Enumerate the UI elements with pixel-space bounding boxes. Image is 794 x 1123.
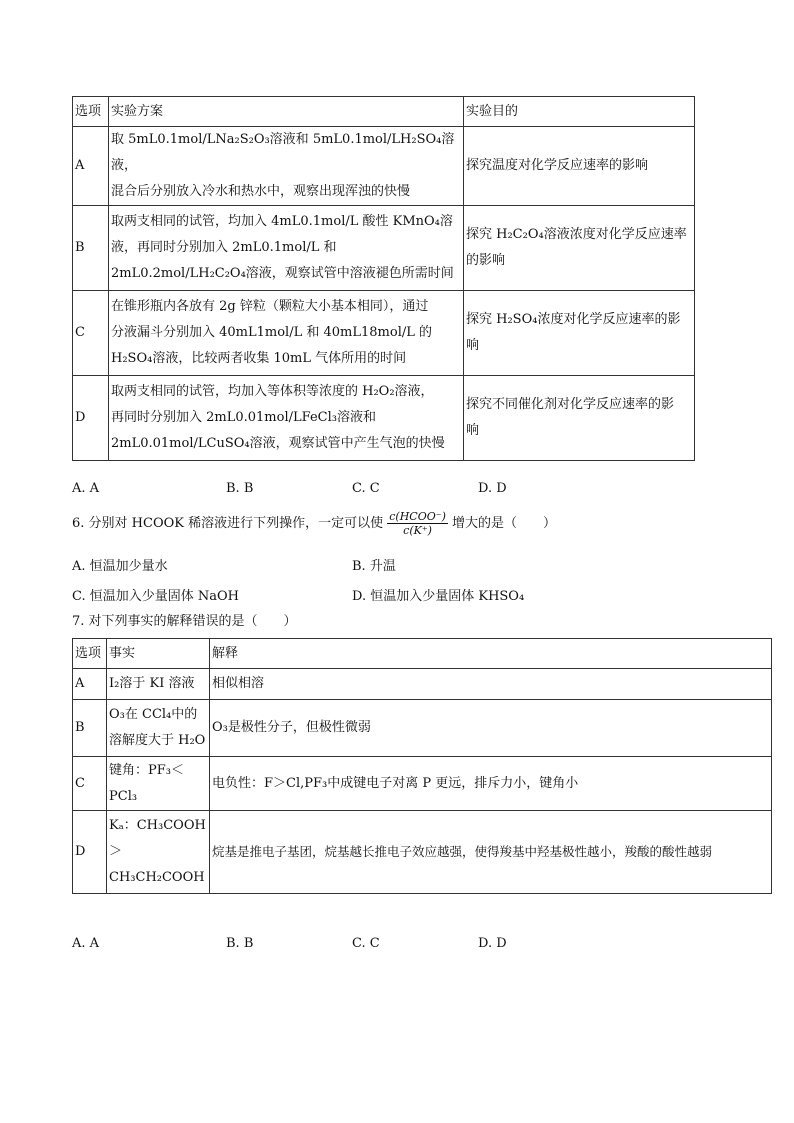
q6-suffix: 增大的是（ ） (452, 516, 557, 531)
plan-line: H₂SO₄溶液，比较两者收集 10mL 气体所用的时间 (111, 351, 407, 366)
row-label: C (73, 291, 109, 376)
header-purpose: 实验目的 (464, 97, 695, 127)
purpose-line: 响 (466, 338, 480, 353)
fact-line: O₃在 CCl₄中的 (109, 707, 198, 722)
table-header-row (73, 639, 772, 669)
table-row (73, 127, 695, 206)
fact-line: I₂溶于 KI 溶液 (109, 676, 195, 691)
q6-prefix: 6. 分别对 HCOOK 稀溶液进行下列操作，一定可以使 (72, 516, 384, 531)
table-row (73, 700, 772, 757)
row-label: C (73, 757, 107, 811)
row-fact (107, 811, 210, 894)
q6-stem (72, 510, 556, 537)
q6-option-c[interactable]: C. 恒温加入少量固体 NaOH (72, 589, 240, 604)
experiment-table (72, 96, 695, 461)
purpose-line: 探究 H₂C₂O₄溶液浓度对化学反应速率 (466, 227, 687, 242)
row-purpose (464, 206, 695, 291)
row-fact (107, 757, 210, 811)
row-purpose (464, 291, 695, 376)
fact-table (72, 638, 772, 894)
plan-line: 取两支相同的试管，均加入等体积等浓度的 H₂O₂溶液， (111, 384, 434, 399)
q5-option-c[interactable]: C. C (352, 481, 380, 496)
row-label: D (73, 376, 109, 461)
fact-line: Kₐ：CH₃COOH (109, 818, 206, 833)
row-plan (109, 206, 464, 291)
fact-line: PCl₃ (109, 788, 138, 804)
q5-option-b[interactable]: B. B (226, 481, 254, 496)
q7-option-a[interactable]: A. A (72, 936, 100, 951)
header-option: 选项 (73, 639, 107, 669)
row-label: A (73, 669, 107, 700)
row-explain: 相似相溶 (210, 669, 772, 700)
purpose-line: 探究不同催化剂对化学反应速率的影 (466, 397, 675, 412)
row-label: B (73, 206, 109, 291)
row-label: B (73, 700, 107, 757)
purpose-line: 探究温度对化学反应速率的影响 (466, 158, 649, 173)
header-option: 选项 (73, 97, 109, 127)
table-row (73, 757, 772, 811)
row-purpose (464, 376, 695, 461)
row-explain: 电负性：F＞Cl,PF₃中成键电子对离 P 更远，排斥力小，键角小 (210, 757, 772, 811)
plan-line: 取两支相同的试管，均加入 4mL0.1mol/L 酸性 KMnO₄溶 (111, 214, 453, 229)
fact-line: 键角：PF₃＜ (109, 762, 184, 778)
q7-option-b[interactable]: B. B (226, 936, 254, 951)
q5-option-d[interactable]: D. D (478, 481, 507, 496)
row-label: D (73, 811, 107, 894)
table-row (73, 206, 695, 291)
plan-line: 在锥形瓶内各放有 2g 锌粒（颗粒大小基本相同），通过 (111, 299, 429, 314)
q6-fraction-denominator: c(K⁺) (403, 524, 432, 537)
table-row (73, 291, 695, 376)
purpose-line: 的影响 (466, 253, 506, 268)
row-plan (109, 127, 464, 206)
header-plan: 实验方案 (109, 97, 464, 127)
q6-fraction (387, 510, 448, 537)
row-fact (107, 669, 210, 700)
fact-line: 溶解度大于 H₂O (109, 733, 206, 748)
row-purpose (464, 127, 695, 206)
table-row (73, 811, 772, 894)
q6-option-b[interactable]: B. 升温 (352, 559, 396, 574)
row-explain: 烷基是推电子基团，烷基越长推电子效应越强，使得羧基中羟基极性越小，羧酸的酸性越弱 (210, 811, 772, 894)
plan-line: 分液漏斗分别加入 40mL1mol/L 和 40mL18mol/L 的 (111, 325, 432, 340)
row-label: A (73, 127, 109, 206)
q5-option-a[interactable]: A. A (72, 481, 100, 496)
purpose-line: 探究 H₂SO₄浓度对化学反应速率的影 (466, 312, 681, 327)
fact-line: ＞ (109, 844, 123, 859)
table-header-row (73, 97, 695, 127)
header-fact: 事实 (107, 639, 210, 669)
q7-stem: 7. 对下列事实的解释错误的是（ ） (72, 614, 297, 629)
q6-fraction-numerator: c(HCOO⁻) (389, 510, 446, 523)
plan-line: 取 5mL0.1mol/LNa₂S₂O₃溶液和 5mL0.1mol/LH₂SO₄溶液， (111, 132, 455, 173)
purpose-line: 响 (466, 423, 480, 438)
table-row (73, 376, 695, 461)
plan-line: 液，再同时分别加入 2mL0.1mol/L 和 (111, 240, 337, 255)
plan-line: 混合后分别放入冷水和热水中，观察出现浑浊的快慢 (111, 184, 411, 199)
plan-line: 2mL0.2mol/LH₂C₂O₄溶液，观察试管中溶液褪色所需时间 (111, 266, 454, 281)
row-plan (109, 291, 464, 376)
q7-option-d[interactable]: D. D (478, 936, 507, 951)
fact-line: CH₃CH₂COOH (109, 870, 205, 885)
table-row (73, 669, 772, 700)
row-plan (109, 376, 464, 461)
plan-line: 2mL0.01mol/LCuSO₄溶液，观察试管中产生气泡的快慢 (111, 436, 445, 451)
q6-option-a[interactable]: A. 恒温加少量水 (72, 559, 168, 574)
row-explain: O₃是极性分子，但极性微弱 (210, 700, 772, 757)
plan-line: 再同时分别加入 2mL0.01mol/LFeCl₃溶液和 (111, 410, 376, 425)
q7-option-c[interactable]: C. C (352, 936, 380, 951)
row-fact (107, 700, 210, 757)
header-explain: 解释 (210, 639, 772, 669)
q6-option-d[interactable]: D. 恒温加入少量固体 KHSO₄ (352, 589, 525, 604)
